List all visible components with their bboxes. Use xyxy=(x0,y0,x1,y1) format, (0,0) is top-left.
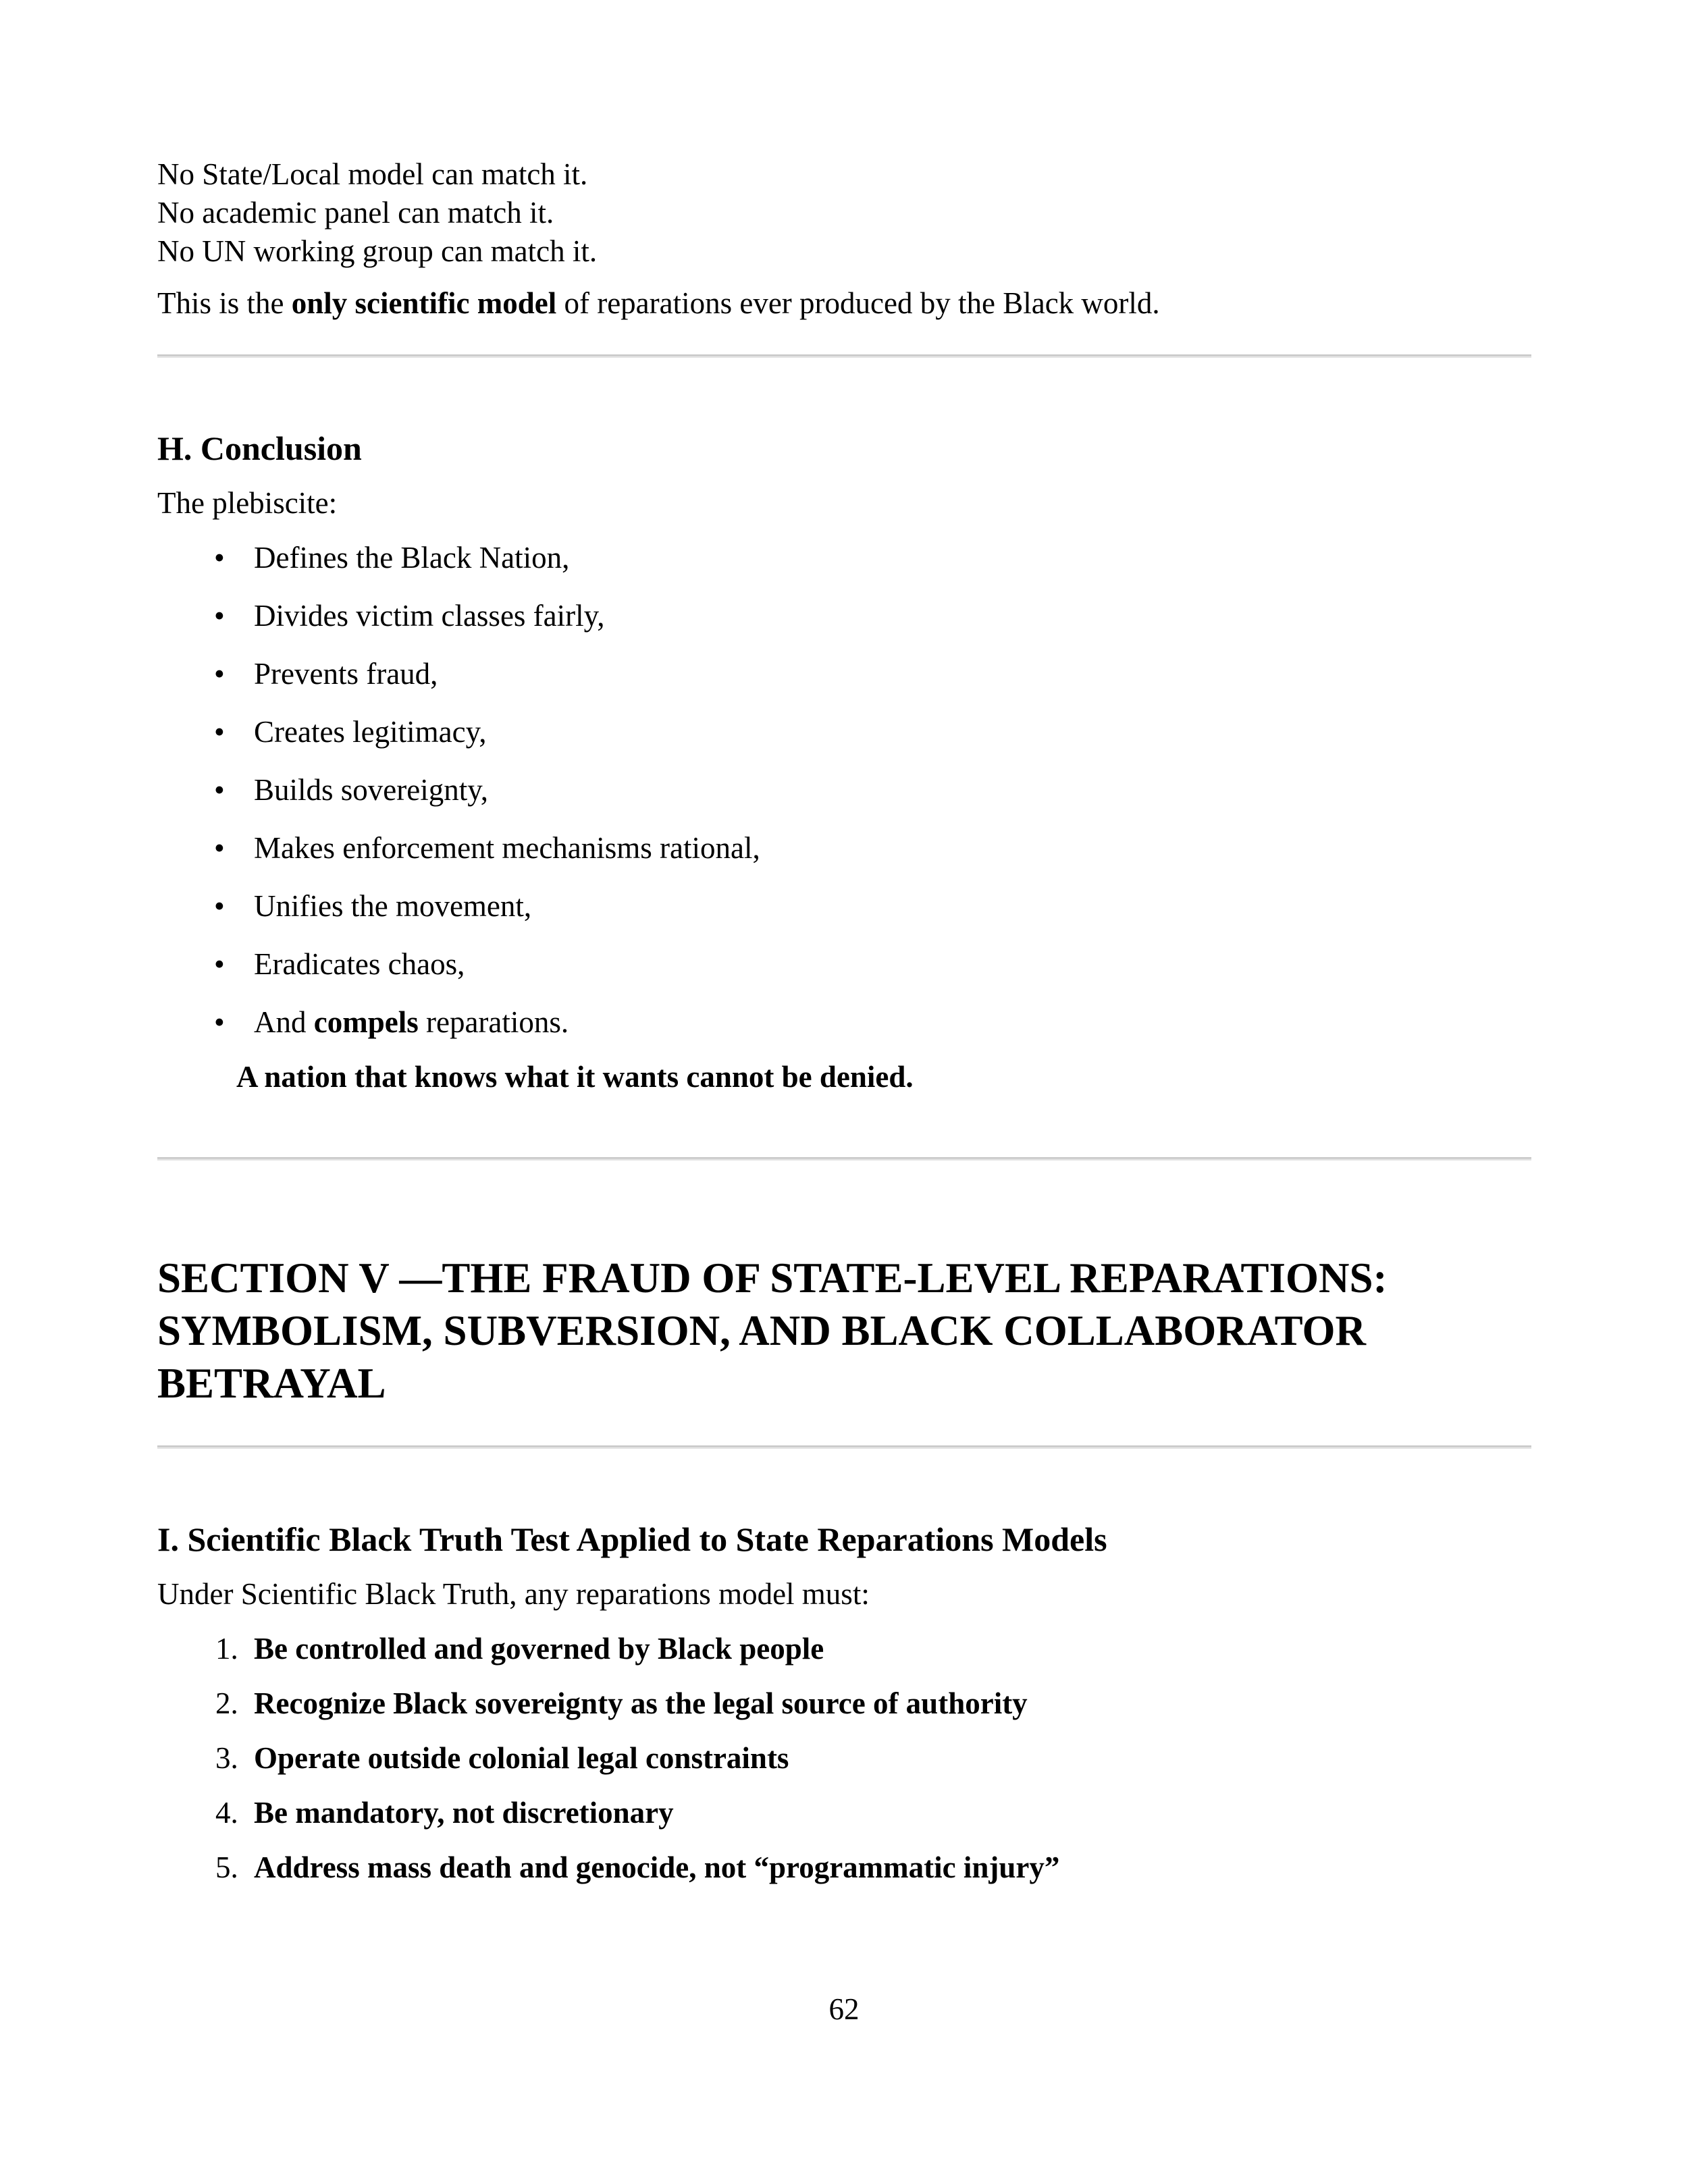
intro-closing-text-before: This is the xyxy=(157,286,292,320)
horizontal-rule xyxy=(157,1157,1531,1161)
list-item xyxy=(157,1739,1531,1794)
bullet-icon: • xyxy=(214,599,225,633)
intro-line-3: No UN working group can match it. xyxy=(157,234,598,268)
list-item xyxy=(157,713,1531,771)
list-item-text: Defines the Black Nation, xyxy=(254,541,570,575)
list-item-text: Address mass death and genocide, not “programmatic injury” xyxy=(254,1850,1060,1884)
list-item-text: Eradicates chaos, xyxy=(254,947,465,981)
conclusion-emphasis: A nation that knows what it wants cannot be denied. xyxy=(236,1060,914,1094)
bullet-icon: • xyxy=(214,889,225,923)
list-item-text: Divides victim classes fairly, xyxy=(254,599,605,633)
bullet-icon: • xyxy=(214,773,225,807)
list-item-text: Builds sovereignty, xyxy=(254,773,489,807)
list-item-number: 4. xyxy=(215,1796,238,1830)
list-item xyxy=(157,1003,1531,1061)
list-item-text: Be mandatory, not discretionary xyxy=(254,1796,674,1830)
horizontal-rule xyxy=(157,354,1531,358)
intro-closing-text-after: of reparations ever produced by the Black world. xyxy=(556,286,1160,320)
list-item xyxy=(157,887,1531,945)
list-item xyxy=(157,597,1531,655)
list-item-number: 3. xyxy=(215,1741,238,1775)
list-item-text-before: And xyxy=(254,1005,314,1039)
list-item xyxy=(157,1630,1531,1684)
bullet-icon: • xyxy=(214,541,225,575)
list-item xyxy=(157,1848,1531,1903)
conclusion-heading: H. Conclusion xyxy=(157,429,362,467)
intro-line-1: No State/Local model can match it. xyxy=(157,157,588,191)
list-item-text: Prevents fraud, xyxy=(254,657,438,691)
list-item xyxy=(157,771,1531,829)
list-item-text: Recognize Black sovereignty as the legal source of authority xyxy=(254,1686,1028,1720)
bullet-icon: • xyxy=(214,715,225,749)
page-number: 62 xyxy=(828,1992,860,2026)
list-item-text: Operate outside colonial legal constraints xyxy=(254,1741,789,1775)
list-item-text: Creates legitimacy, xyxy=(254,715,487,749)
intro-closing-paragraph xyxy=(157,284,1531,323)
list-item-text-after: reparations. xyxy=(418,1005,569,1039)
bullet-icon: • xyxy=(214,947,225,981)
horizontal-rule xyxy=(157,1445,1531,1449)
list-item xyxy=(157,539,1531,597)
list-item-number: 2. xyxy=(215,1686,238,1720)
bullet-icon: • xyxy=(214,1005,225,1039)
subsection-i-numbered-list xyxy=(157,1630,1531,1903)
list-item xyxy=(157,945,1531,1003)
list-item xyxy=(157,1794,1531,1848)
bullet-icon: • xyxy=(214,657,225,691)
list-item-text: Makes enforcement mechanisms rational, xyxy=(254,831,760,865)
conclusion-bullet-list xyxy=(157,539,1531,1061)
list-item-number: 5. xyxy=(215,1850,238,1884)
list-item-text: Unifies the movement, xyxy=(254,889,532,923)
document-page xyxy=(157,155,1531,1903)
intro-line-2: No academic panel can match it. xyxy=(157,196,554,230)
list-item-bold: compels xyxy=(313,1005,419,1039)
list-item-text: Be controlled and governed by Black people xyxy=(254,1632,824,1666)
list-item xyxy=(157,1684,1531,1739)
list-item-number: 1. xyxy=(215,1632,238,1666)
bullet-icon: • xyxy=(214,831,225,865)
list-item xyxy=(157,829,1531,887)
subsection-i-heading: I. Scientific Black Truth Test Applied to State Reparations Models xyxy=(157,1520,1107,1558)
intro-closing-bold: only scientific model xyxy=(291,286,557,320)
section-v-title: SECTION V —THE FRAUD OF STATE-LEVEL REPARATIONS: SYMBOLISM, SUBVERSION, AND BLACK COLLABORATOR BETRAYAL xyxy=(157,1254,1388,1407)
list-item xyxy=(157,655,1531,713)
conclusion-lead: The plebiscite: xyxy=(157,486,338,520)
subsection-i-lead: Under Scientific Black Truth, any reparations model must: xyxy=(157,1577,870,1611)
